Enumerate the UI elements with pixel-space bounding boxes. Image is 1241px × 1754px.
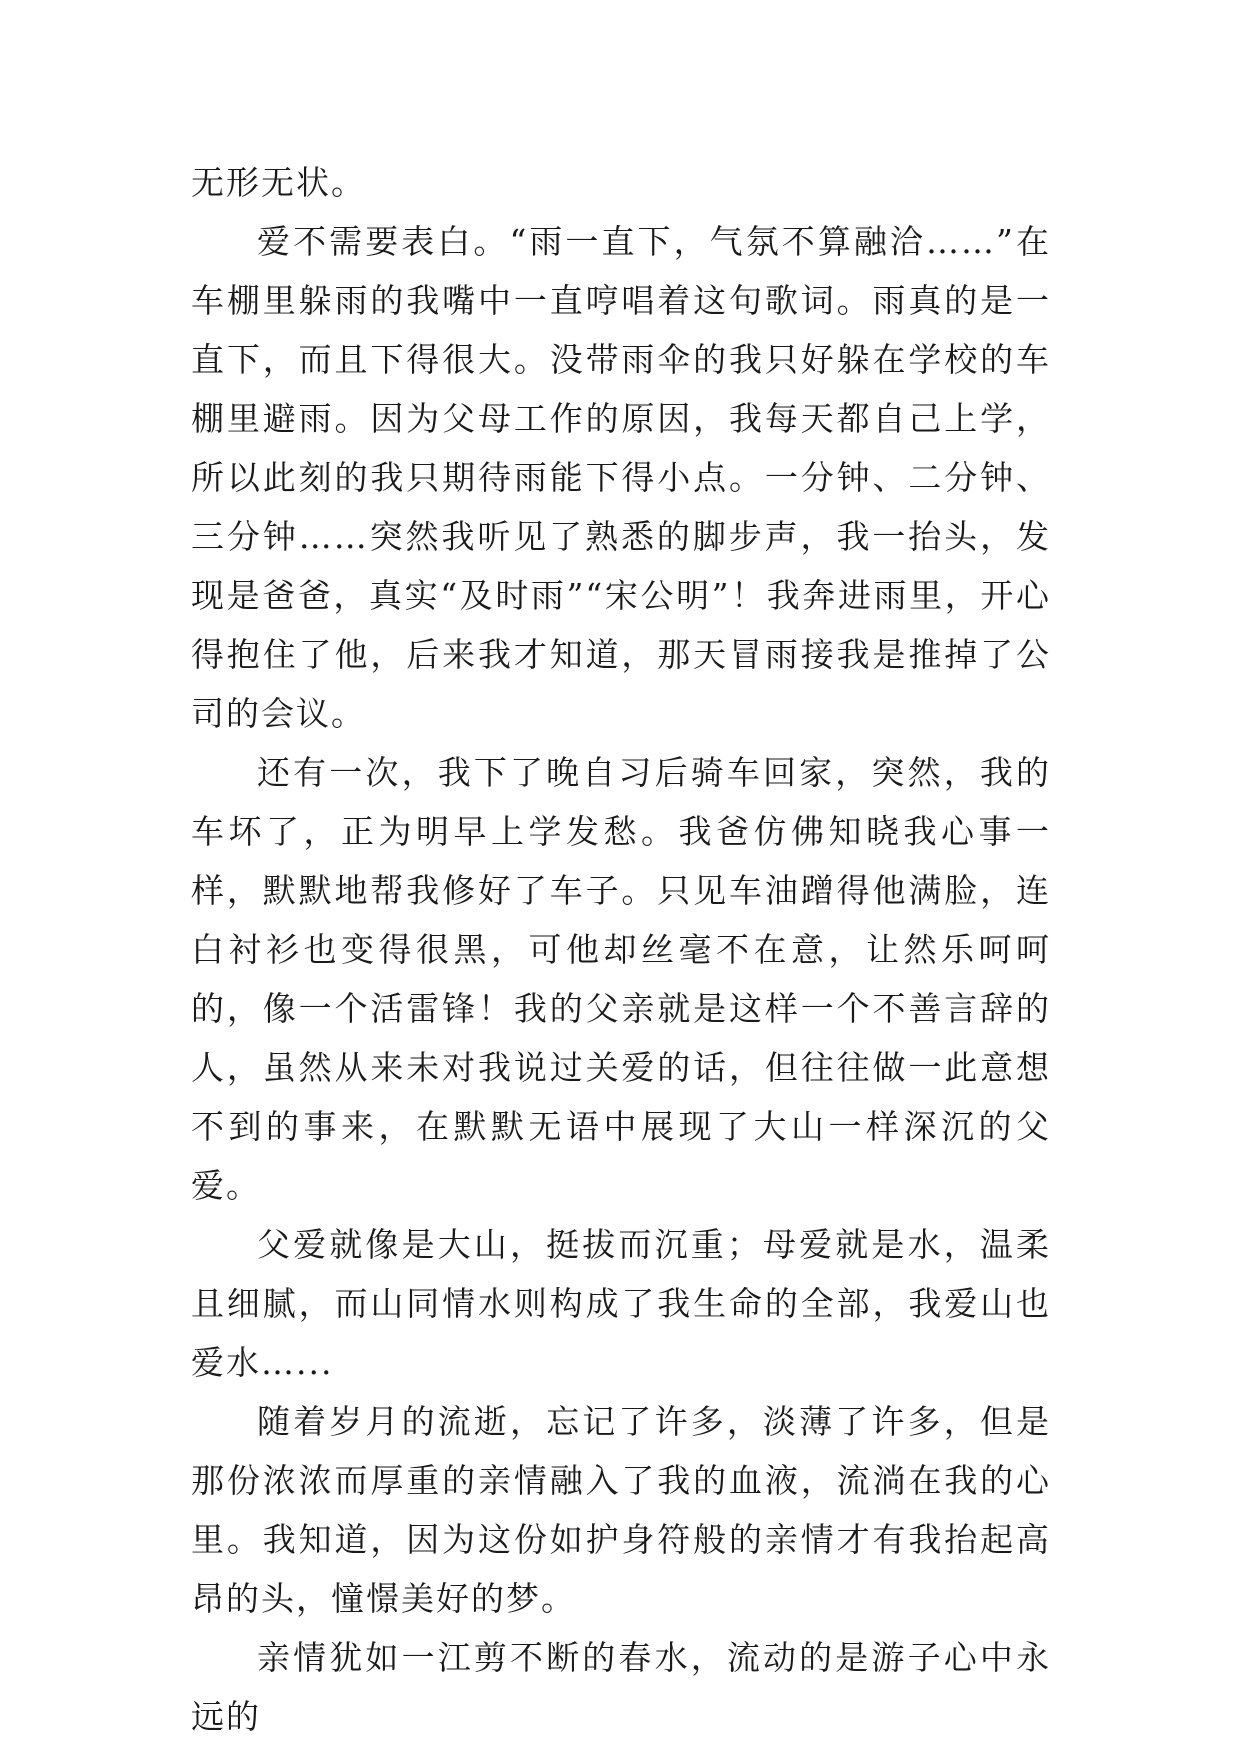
- paragraph-1: 无形无状。: [191, 163, 366, 202]
- paragraph-6: 亲情犹如一江剪不断的春水，流动的是游子心中永远的: [191, 1638, 1051, 1736]
- document-body: [191, 153, 1051, 1746]
- paragraph-4: 父爱就像是大山，挺拔而沉重；母爱就是水，温柔且细腻，而山同情水则构成了我生命的全部，我爱山也爱水…...: [191, 1225, 1051, 1382]
- paragraph-3: 还有一次，我下了晚自习后骑车回家，突然，我的车坏了，正为明早上学发愁。我爸仿佛知晓我心事一样，默默地帮我修好了车子。只见车油蹭得他满脸，连白衬衫也变得很黑，可他却丝毫不在意，让然乐呵呵的，像一个活雷锋！我的父亲就是这样一个不善言辞的人，虽然从来未对我说过关爱的话，但往往做一此意想不到的事来，在默默无语中展现了大山一样深沉的父爱。: [191, 753, 1051, 1205]
- paragraph-5: 随着岁月的流逝，忘记了许多，淡薄了许多，但是那份浓浓而厚重的亲情融入了我的血液，流淌在我的心里。我知道，因为这份如护身符般的亲情才有我抬起高昂的头，憧憬美好的梦。: [191, 1402, 1051, 1618]
- paragraph-2: 爱不需要表白。“雨一直下，气氛不算融洽……”在车棚里躲雨的我嘴中一直哼唱着这句歌词。雨真的是一直下，而且下得很大。没带雨伞的我只好躲在学校的车棚里避雨。因为父母工作的原因，我每天都自己上学，所以此刻的我只期待雨能下得小点。一分钟、二分钟、三分钟……突然我听见了熟悉的脚步声，我一抬头，发现是爸爸，真实“及时雨”“宋公明”！我奔进雨里，开心得抱住了他，后来我才知道，那天冒雨接我是推掉了公司的会议。: [191, 222, 1051, 733]
